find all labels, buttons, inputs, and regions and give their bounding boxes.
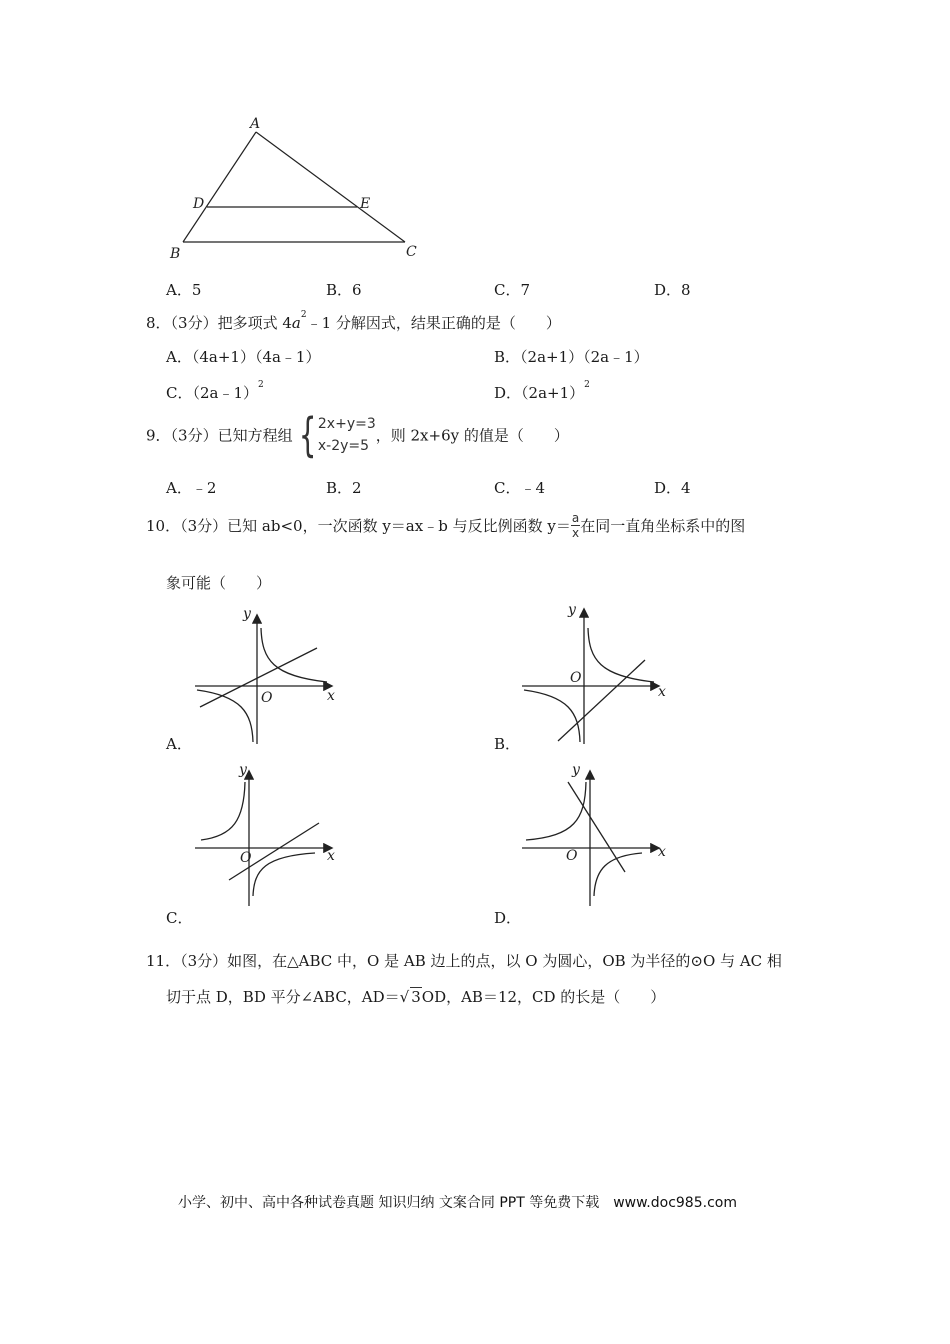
graph-b xyxy=(512,600,682,750)
q10-stem-a: 已知 ab<0，一次函数 y＝ax﹣b 与反比例函数 y＝ xyxy=(227,517,571,535)
graph-b-y: y xyxy=(568,602,576,618)
q8-option-d-text: （2a+1） xyxy=(521,384,585,402)
q9-eq1: 2x+y=3 xyxy=(317,416,376,432)
label-e: E xyxy=(360,196,371,212)
q8-stem-b: ﹣1 分解因式，结果正确的是（ ） xyxy=(306,314,561,332)
graph-a xyxy=(185,600,355,750)
q8-score: （3分） xyxy=(170,314,218,332)
graph-c xyxy=(185,760,355,910)
q9-stem-b: ，则 2x+6y 的值是（ ） xyxy=(375,426,569,445)
q10-number: 10． xyxy=(146,517,181,535)
q7-option-a: A．5 xyxy=(166,281,202,299)
graph-b-x: x xyxy=(658,684,666,700)
q11-score: （3分） xyxy=(180,952,228,970)
graph-c-x: x xyxy=(327,848,335,864)
q9-option-a: A．﹣2 xyxy=(166,479,217,497)
page-footer: 小学、初中、高中各种试卷真题 知识归纳 文案合同 PPT 等免费下载 www.doc985.com xyxy=(178,1195,737,1211)
q11-number: 11． xyxy=(146,952,181,970)
q8-stem-exp: 2 xyxy=(300,310,307,320)
label-b: B xyxy=(170,246,181,262)
graph-c-y: y xyxy=(239,762,247,778)
q9-stem-a: 已知方程组 xyxy=(217,426,293,445)
triangle-figure xyxy=(160,110,430,270)
graph-a-y: y xyxy=(243,606,251,622)
q9-stem xyxy=(146,408,569,462)
q8-option-b-letter: B． xyxy=(494,348,521,366)
q9-system xyxy=(318,413,376,457)
q10-fraction xyxy=(571,512,580,539)
q8-option-c-letter: C． xyxy=(166,384,193,402)
label-a: A xyxy=(250,116,261,132)
q8-stem-a: 把多项式 4 xyxy=(217,314,292,332)
q9-option-c: C．﹣4 xyxy=(494,479,546,497)
q8-option-b xyxy=(494,346,649,367)
q9-number: 9． xyxy=(146,426,171,445)
q10-option-d-label: D． xyxy=(494,909,522,927)
q7-option-c: C．7 xyxy=(494,281,531,299)
q7-option-d: D．8 xyxy=(654,281,691,299)
graph-d xyxy=(512,760,682,910)
q8-option-a xyxy=(166,346,320,367)
graph-a-o: O xyxy=(261,690,273,706)
label-d: D xyxy=(193,196,205,212)
q10-option-c-label: C． xyxy=(166,909,193,927)
q8-option-b-text: （2a+1）（2a﹣1） xyxy=(520,348,649,366)
q10-option-b-label: B． xyxy=(494,735,521,753)
q10-score: （3分） xyxy=(180,517,228,535)
q11-line2-a: 切于点 D，BD 平分∠ABC，AD＝ xyxy=(166,988,400,1006)
q8-option-c-sup: 2 xyxy=(258,380,264,390)
graph-d-y: y xyxy=(572,762,580,778)
q10-option-a-label: A． xyxy=(166,735,192,753)
q9-eq2: x-2y=5 xyxy=(317,438,370,454)
q11-line2 xyxy=(166,986,665,1007)
q7-option-b: B．6 xyxy=(326,281,362,299)
q11-sqrt-val: 3 xyxy=(411,988,421,1006)
label-c: C xyxy=(406,244,417,260)
q8-option-d-letter: D． xyxy=(494,384,522,402)
graph-d-o: O xyxy=(566,848,578,864)
q8-option-c-text: （2a﹣1） xyxy=(192,384,259,402)
q8-option-d-sup: 2 xyxy=(584,380,590,390)
q8-stem xyxy=(146,312,561,333)
q10-stem-b: 在同一直角坐标系中的图 xyxy=(580,517,746,535)
q8-option-a-letter: A． xyxy=(166,348,192,366)
q9-brace: { xyxy=(298,408,317,462)
q9-option-b: B．2 xyxy=(326,479,362,497)
graph-b-o: O xyxy=(570,670,582,686)
q8-number: 8． xyxy=(146,314,171,332)
graph-c-o: O xyxy=(240,850,252,866)
q11-line1-text: 如图，在△ABC 中，O 是 AB 边上的点，以 O 为圆心，OB 为半径的⊙O 与 AC 相 xyxy=(227,952,782,970)
q9-score: （3分） xyxy=(170,426,218,445)
graph-d-x: x xyxy=(658,844,666,860)
q11-sqrt-sign: √ xyxy=(399,988,410,1006)
q11-line1 xyxy=(146,950,782,971)
q11-line2-b: OD，AB＝12，CD 的长是（ ） xyxy=(421,988,666,1006)
q10-stem-c: 象可能（ ） xyxy=(166,574,272,592)
q8-stem-var: a xyxy=(291,314,301,332)
q8-option-d xyxy=(494,382,590,403)
graph-a-x: x xyxy=(327,688,335,704)
q10-frac-num: a xyxy=(571,511,580,525)
q9-option-d: D．4 xyxy=(654,479,691,497)
q8-option-c xyxy=(166,382,264,403)
q8-option-a-text: （4a+1）（4a﹣1） xyxy=(191,348,321,366)
q10-stem xyxy=(146,512,745,539)
q10-frac-den: x xyxy=(571,526,580,540)
